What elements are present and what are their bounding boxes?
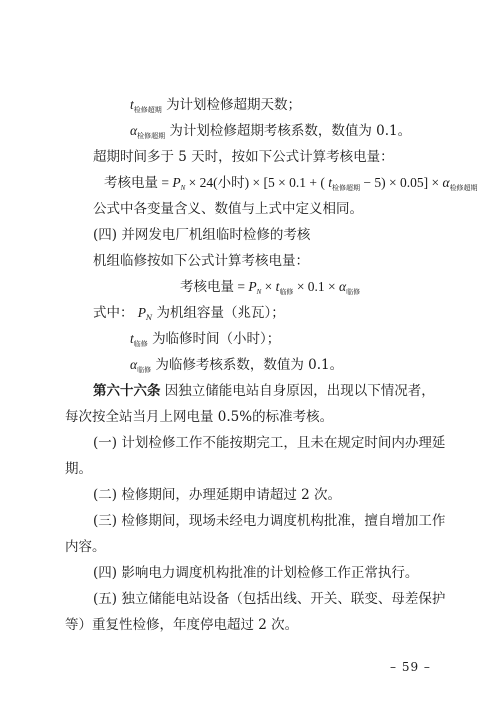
definition-t-overdue xyxy=(130,96,301,119)
var-subscript: 检修超期 xyxy=(332,184,360,192)
list-item-4 xyxy=(93,564,418,582)
formula-lhs: 考核电量 = xyxy=(104,175,169,190)
definition-text: 为计划检修超期考核系数，数值为 0.1。 xyxy=(169,123,412,139)
paragraph-text: 超期时间多于 5 天时，按如下公式计算考核电量： xyxy=(93,149,394,165)
var-alpha: α xyxy=(442,175,450,190)
article-66-line2 xyxy=(65,408,333,426)
var-alpha: α xyxy=(339,279,347,294)
var-subscript: 检修超期 xyxy=(137,132,166,140)
var-alpha: α xyxy=(130,123,138,138)
list-item-3-line2 xyxy=(65,538,106,556)
formula-lhs: 考核电量 = xyxy=(180,279,245,294)
var-t: t xyxy=(130,97,134,112)
definition-pn xyxy=(93,304,285,327)
page-number: – 59 – xyxy=(390,660,431,674)
subheading-temporary-repair xyxy=(93,226,310,244)
list-item-5-line2 xyxy=(65,616,298,634)
definition-text: 为计划检修超期天数； xyxy=(166,97,302,113)
formula-middle: × xyxy=(264,279,273,294)
definition-t-temporary xyxy=(130,330,280,353)
var-subscript: 临修 xyxy=(133,340,148,348)
article-66-line1 xyxy=(93,382,435,400)
var-p: P xyxy=(248,279,257,294)
var-subscript: 临修 xyxy=(346,288,361,296)
formula-end: − 5) × 0.05] × xyxy=(363,175,440,190)
list-item-text: 内容。 xyxy=(65,539,106,555)
paragraph-temporary-rule xyxy=(93,252,309,270)
list-item-1-line2 xyxy=(65,460,92,478)
article-text: 因独立储能电站自身原因，出现以下情况者， xyxy=(164,383,435,399)
var-t: t xyxy=(130,331,134,346)
list-item-text: 等）重复性检修，年度停电超过 2 次。 xyxy=(65,617,299,633)
list-item-3-line1 xyxy=(93,512,445,530)
definition-text: 为临修时间（小时）； xyxy=(152,331,281,347)
var-subscript: 检修超期 xyxy=(133,106,162,114)
definition-alpha-temporary xyxy=(130,356,343,379)
list-item-text: (五) 独立储能电站设备（包括出线、开关、联变、母差保护 xyxy=(93,591,446,607)
list-item-1-line1 xyxy=(93,434,445,452)
var-p: P xyxy=(172,175,181,190)
paragraph-same-definitions xyxy=(93,200,363,218)
list-item-text: (一) 计划检修工作不能按期完工，且未在规定时间内办理延 xyxy=(93,435,446,451)
paragraph-overdue-rule xyxy=(93,148,394,166)
definition-text: 为临修考核系数，数值为 0.1。 xyxy=(155,357,344,373)
paragraph-text: 机组临修按如下公式计算考核电量： xyxy=(93,253,309,269)
definition-text: 为机组容量（兆瓦）； xyxy=(156,305,285,321)
list-item-text: (四) 影响电力调度机构批准的计划检修工作正常执行。 xyxy=(93,565,419,581)
var-subscript: 临修 xyxy=(137,366,152,374)
subheading-text: (四) 并网发电厂机组临时检修的考核 xyxy=(93,227,311,243)
list-item-5-line1 xyxy=(93,590,445,608)
var-subscript: N xyxy=(180,184,186,192)
definition-prefix: 式中： xyxy=(93,305,134,321)
article-text: 每次按全站当月上网电量 0.5%的标准考核。 xyxy=(65,409,334,425)
var-alpha: α xyxy=(130,357,138,372)
formula-end: × 0.1 × xyxy=(296,279,336,294)
var-subscript: N xyxy=(256,288,262,296)
definition-alpha-overdue xyxy=(130,122,411,145)
var-subscript: 临修 xyxy=(279,288,294,296)
formula-temporary xyxy=(180,278,360,301)
list-item-2 xyxy=(93,486,341,504)
formula-overdue xyxy=(104,174,478,197)
var-t: t xyxy=(328,175,332,190)
var-p: P xyxy=(137,305,147,320)
list-item-text: (三) 检修期间，现场未经电力调度机构批准，擅自增加工作 xyxy=(93,513,446,529)
var-t: t xyxy=(275,279,280,294)
var-subscript: 检修超期 xyxy=(449,184,478,192)
article-title: 第六十六条 xyxy=(93,383,161,399)
var-subscript: N xyxy=(146,314,153,322)
list-item-text: (二) 检修期间，办理延期申请超过 2 次。 xyxy=(93,487,341,503)
formula-middle: × 24(小时) × [5 × 0.1 + ( xyxy=(188,175,325,190)
list-item-text: 期。 xyxy=(65,461,92,477)
paragraph-text: 公式中各变量含义、数值与上式中定义相同。 xyxy=(93,201,363,217)
